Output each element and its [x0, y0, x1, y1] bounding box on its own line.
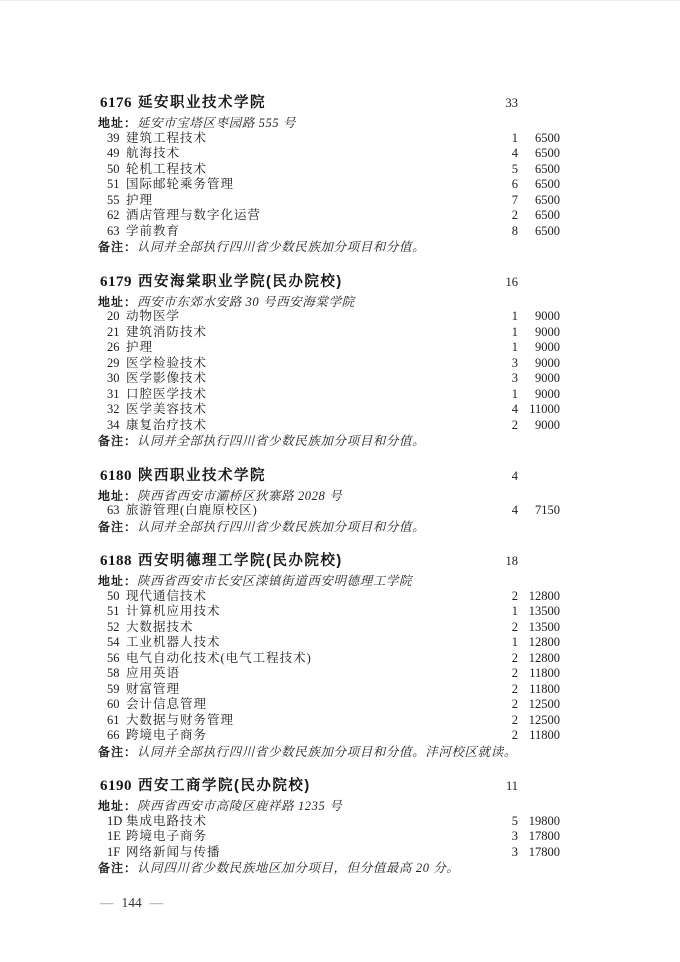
major-code: 21 — [107, 324, 120, 339]
major-quota: 2 — [511, 712, 518, 727]
major-tuition: 9000 — [535, 371, 560, 385]
address-line — [0, 115, 680, 131]
major-quota: 1 — [511, 130, 518, 145]
institution-code: 6180 — [100, 467, 132, 484]
major-name: 计算机应用技术 — [126, 604, 221, 618]
major-quota: 3 — [511, 829, 518, 843]
remark-line — [0, 239, 680, 255]
major-tuition: 6500 — [535, 177, 560, 191]
major-row — [0, 340, 680, 356]
major-row — [0, 162, 680, 178]
remark-text: 认同并全部执行四川省少数民族加分项目和分值。沣河校区就读。 — [137, 744, 517, 759]
address-line — [0, 573, 680, 589]
major-code: 61 — [107, 712, 120, 727]
major-row — [0, 682, 680, 698]
major-name: 电气自动化技术(电气工程技术) — [126, 650, 312, 665]
institution-code: 6188 — [100, 553, 132, 569]
majors-list — [0, 309, 680, 433]
majors-list — [0, 814, 680, 861]
major-code: 50 — [107, 588, 120, 603]
major-name: 旅游管理(白鹿原校区) — [126, 503, 258, 517]
major-code: 26 — [107, 340, 120, 354]
major-quota: 1 — [511, 386, 518, 401]
major-code: 66 — [107, 728, 120, 742]
major-tuition: 6500 — [535, 208, 560, 222]
address-label: 地址： — [98, 116, 138, 130]
institution-name: 陕西职业技术学院 — [138, 467, 266, 484]
remark-text: 认同并全部执行四川省少数民族加分项目和分值。 — [137, 240, 426, 254]
institution-total-quota: 11 — [505, 779, 518, 793]
major-tuition: 17800 — [528, 829, 560, 843]
major-quota: 8 — [511, 223, 518, 238]
major-code: 1D — [107, 813, 123, 828]
page-footer — [100, 894, 163, 912]
major-name: 护理 — [126, 340, 154, 354]
major-row — [0, 814, 680, 830]
major-name: 大数据与财务管理 — [126, 712, 235, 727]
institution-code: 6179 — [100, 273, 132, 290]
major-name: 医学影像技术 — [126, 371, 208, 385]
major-name: 建筑消防技术 — [126, 324, 208, 339]
institution-section — [0, 467, 680, 535]
major-quota: 1 — [511, 340, 518, 354]
major-name: 现代通信技术 — [126, 588, 208, 603]
major-code: 58 — [107, 666, 120, 680]
major-quota: 1 — [511, 635, 518, 649]
major-row — [0, 635, 680, 651]
major-quota: 2 — [511, 588, 518, 603]
remark-label: 备注： — [98, 240, 138, 254]
institution-section — [0, 777, 680, 876]
major-tuition: 11000 — [529, 402, 560, 416]
major-name: 应用英语 — [126, 666, 181, 680]
institution-name: 西安工商学院(民办院校) — [138, 778, 311, 794]
major-code: 50 — [107, 161, 120, 176]
major-code: 63 — [107, 503, 120, 517]
major-tuition: 6500 — [535, 130, 560, 145]
major-row — [0, 177, 680, 193]
major-quota: 6 — [511, 177, 518, 191]
major-quota: 2 — [511, 666, 518, 680]
major-name: 学前教育 — [126, 223, 181, 238]
major-code: 30 — [107, 371, 120, 385]
major-tuition: 9000 — [535, 309, 560, 323]
address-line — [0, 488, 680, 504]
major-name: 医学检验技术 — [126, 355, 208, 370]
major-quota: 7 — [511, 192, 518, 207]
major-quota: 2 — [511, 417, 518, 432]
major-quota: 4 — [511, 146, 518, 160]
major-tuition: 9000 — [535, 417, 560, 432]
remark-text: 认同四川省少数民族地区加分项目，但分值最高 20 分。 — [137, 861, 460, 875]
address-line — [0, 798, 680, 814]
major-quota: 1 — [511, 324, 518, 339]
major-name: 动物医学 — [126, 309, 181, 323]
page-number: 144 — [121, 895, 142, 910]
remark-text: 认同并全部执行四川省少数民族加分项目和分值。 — [137, 519, 426, 534]
remark-label: 备注： — [98, 434, 138, 448]
address-text: 西安市东郊水安路 30 号西安海棠学院 — [137, 294, 355, 309]
major-code: 54 — [107, 635, 120, 649]
major-name: 跨境电子商务 — [126, 728, 208, 742]
remark-line — [0, 860, 680, 876]
major-name: 护理 — [126, 192, 154, 207]
major-quota: 1 — [511, 309, 518, 323]
major-quota: 2 — [511, 650, 518, 665]
footer-dash-left: — — [100, 895, 114, 910]
major-code: 52 — [107, 619, 120, 634]
major-tuition: 6500 — [535, 223, 560, 238]
major-code: 56 — [107, 650, 120, 665]
major-tuition: 6500 — [535, 161, 560, 176]
major-name: 网络新闻与传播 — [126, 844, 221, 859]
major-quota: 2 — [511, 697, 518, 711]
major-name: 财富管理 — [126, 681, 181, 696]
majors-list — [0, 589, 680, 744]
major-row — [0, 666, 680, 682]
major-row — [0, 589, 680, 605]
major-name: 国际邮轮乘务管理 — [126, 177, 235, 191]
major-tuition: 11800 — [529, 681, 560, 696]
institution-total-quota: 16 — [505, 274, 518, 289]
major-row — [0, 371, 680, 387]
major-code: 49 — [107, 146, 120, 160]
institution-header — [0, 467, 680, 485]
remark-label: 备注： — [98, 861, 138, 875]
major-tuition: 12800 — [528, 635, 560, 649]
major-name: 轮机工程技术 — [126, 161, 208, 176]
remark-label: 备注： — [98, 519, 138, 534]
majors-list — [0, 503, 680, 519]
major-code: 63 — [107, 223, 120, 238]
major-name: 大数据技术 — [126, 619, 194, 634]
major-code: 32 — [107, 402, 120, 416]
major-tuition: 11800 — [529, 666, 560, 680]
institution-total-quota: 4 — [511, 468, 518, 483]
major-quota: 5 — [511, 813, 518, 828]
major-tuition: 9000 — [535, 340, 560, 354]
major-row — [0, 728, 680, 744]
institution-name: 延安职业技术学院 — [138, 95, 266, 111]
major-name: 医学美容技术 — [126, 402, 208, 416]
major-code: 29 — [107, 355, 120, 370]
remark-text: 认同并全部执行四川省少数民族加分项目和分值。 — [137, 434, 426, 448]
major-tuition: 12500 — [528, 697, 560, 711]
institution-total-quota: 18 — [505, 554, 518, 568]
major-tuition: 12800 — [528, 650, 560, 665]
address-line — [0, 294, 680, 310]
major-tuition: 12800 — [528, 588, 560, 603]
major-quota: 2 — [511, 728, 518, 742]
major-row — [0, 845, 680, 861]
major-row — [0, 146, 680, 162]
major-code: 55 — [107, 192, 120, 207]
major-row — [0, 713, 680, 729]
major-row — [0, 402, 680, 418]
address-text: 陕西省西安市高陵区鹿祥路 1235 号 — [137, 799, 343, 813]
major-quota: 3 — [511, 355, 518, 370]
major-quota: 3 — [511, 371, 518, 385]
major-code: 1E — [107, 829, 121, 843]
major-quota: 5 — [511, 161, 518, 176]
major-quota: 1 — [511, 604, 518, 618]
major-code: 20 — [107, 309, 120, 323]
institution-section — [0, 94, 680, 255]
major-tuition: 7150 — [535, 503, 560, 517]
major-row — [0, 193, 680, 209]
major-name: 建筑工程技术 — [126, 130, 208, 145]
major-quota: 3 — [511, 844, 518, 859]
major-row — [0, 325, 680, 341]
institution-code: 6176 — [100, 95, 132, 111]
major-code: 51 — [107, 604, 120, 618]
major-name: 工业机器人技术 — [126, 635, 221, 649]
institution-section — [0, 273, 680, 449]
major-tuition: 13500 — [528, 604, 560, 618]
major-tuition: 9000 — [535, 355, 560, 370]
major-code: 60 — [107, 697, 120, 711]
major-tuition: 11800 — [529, 728, 560, 742]
remark-label: 备注： — [98, 744, 138, 759]
major-quota: 2 — [511, 619, 518, 634]
major-row — [0, 131, 680, 147]
major-tuition: 9000 — [535, 324, 560, 339]
address-text: 陕西省西安市灞桥区狄寨路 2028 号 — [137, 488, 343, 503]
major-tuition: 9000 — [535, 386, 560, 401]
major-row — [0, 620, 680, 636]
major-row — [0, 208, 680, 224]
major-tuition: 6500 — [535, 192, 560, 207]
address-text: 延安市宝塔区枣园路 555 号 — [137, 116, 297, 130]
major-tuition: 6500 — [535, 146, 560, 160]
address-label: 地址： — [98, 294, 138, 309]
major-code: 34 — [107, 417, 120, 432]
address-text: 陕西省西安市长安区滦镇街道西安明德理工学院 — [137, 574, 413, 588]
footer-dash-right: — — [149, 895, 164, 910]
remark-line — [0, 519, 680, 535]
major-row — [0, 356, 680, 372]
major-code: 51 — [107, 177, 120, 191]
majors-list — [0, 131, 680, 240]
major-row — [0, 697, 680, 713]
major-name: 会计信息管理 — [126, 697, 208, 711]
major-tuition: 12500 — [528, 712, 560, 727]
major-name: 口腔医学技术 — [126, 386, 208, 401]
address-label: 地址： — [98, 799, 138, 813]
major-name: 跨境电子商务 — [126, 829, 208, 843]
major-name: 康复治疗技术 — [126, 417, 208, 432]
institution-name: 西安海棠职业学院(民办院校) — [138, 273, 343, 290]
institution-total-quota: 33 — [505, 96, 518, 110]
major-code: 39 — [107, 130, 120, 145]
institution-section — [0, 552, 680, 759]
address-label: 地址： — [98, 574, 138, 588]
major-tuition: 17800 — [528, 844, 560, 859]
remark-line — [0, 433, 680, 449]
major-quota: 4 — [511, 402, 518, 416]
major-tuition: 19800 — [528, 813, 560, 828]
major-row — [0, 651, 680, 667]
major-tuition: 13500 — [528, 619, 560, 634]
major-code: 62 — [107, 208, 120, 222]
address-label: 地址： — [98, 488, 138, 503]
major-row — [0, 224, 680, 240]
major-name: 酒店管理与数字化运营 — [126, 208, 262, 222]
major-name: 航海技术 — [126, 146, 181, 160]
institution-header — [0, 273, 680, 291]
major-row — [0, 387, 680, 403]
major-row — [0, 309, 680, 325]
major-code: 59 — [107, 681, 120, 696]
major-quota: 4 — [511, 503, 518, 517]
major-quota: 2 — [511, 681, 518, 696]
admissions-list — [0, 94, 680, 894]
institution-name: 西安明德理工学院(民办院校) — [138, 553, 343, 569]
major-row — [0, 829, 680, 845]
major-row — [0, 418, 680, 434]
major-row — [0, 503, 680, 519]
institution-header — [0, 94, 680, 112]
major-code: 31 — [107, 386, 120, 401]
institution-code: 6190 — [100, 778, 132, 794]
remark-line — [0, 744, 680, 760]
major-name: 集成电路技术 — [126, 813, 208, 828]
institution-header — [0, 777, 680, 795]
major-row — [0, 604, 680, 620]
institution-header — [0, 552, 680, 570]
major-code: 1F — [107, 844, 121, 859]
major-quota: 2 — [511, 208, 518, 222]
